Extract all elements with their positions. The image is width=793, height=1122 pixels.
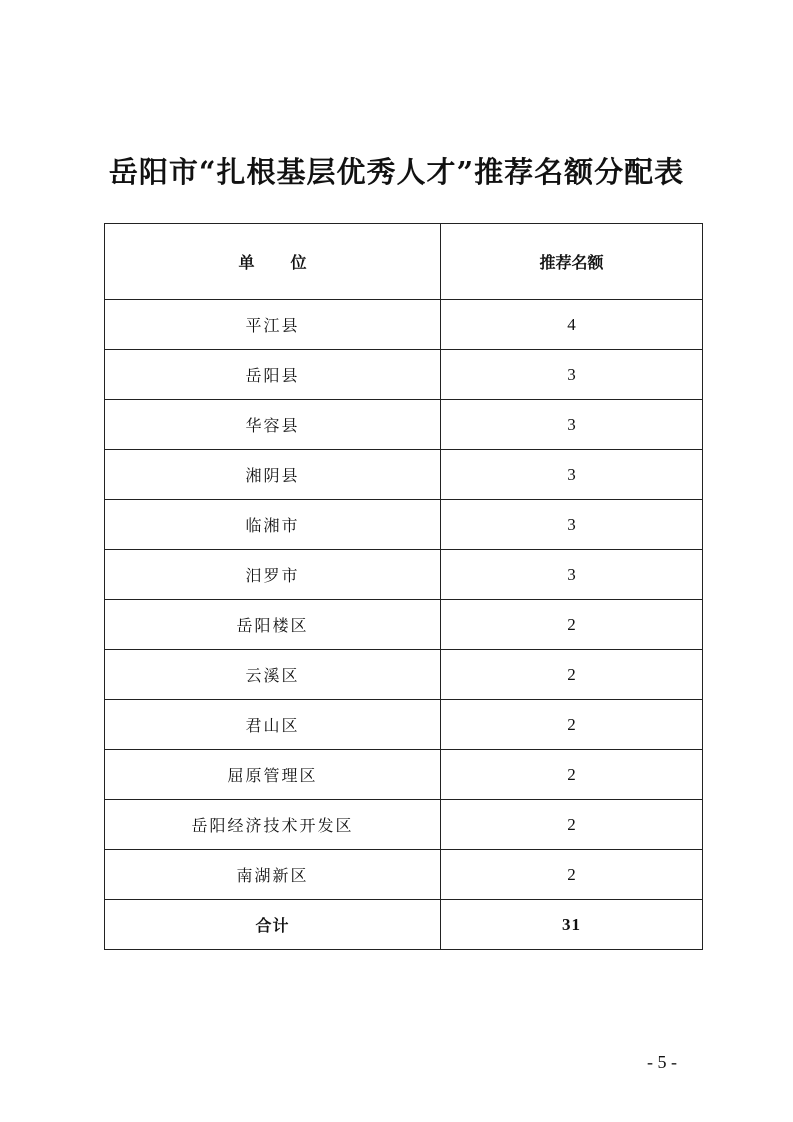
table-row (105, 850, 703, 900)
quota-cell: 2 (441, 700, 703, 750)
quota-cell: 2 (441, 650, 703, 700)
unit-cell: 屈原管理区 (105, 750, 441, 800)
table-header-row (105, 224, 703, 300)
quota-cell: 2 (441, 600, 703, 650)
table-row (105, 700, 703, 750)
table-row (105, 450, 703, 500)
table-row (105, 650, 703, 700)
unit-header-char-2: 位 (290, 253, 307, 272)
quota-cell: 3 (441, 350, 703, 400)
document-title: 岳阳市“扎根基层优秀人才”推荐名额分配表 (108, 155, 685, 189)
quota-cell: 3 (441, 500, 703, 550)
quota-column-header: 推荐名额 (441, 224, 703, 300)
unit-cell: 岳阳楼区 (105, 600, 441, 650)
unit-cell: 云溪区 (105, 650, 441, 700)
total-row (105, 900, 703, 950)
unit-cell: 临湘市 (105, 500, 441, 550)
table-row (105, 800, 703, 850)
unit-cell: 岳阳县 (105, 350, 441, 400)
quota-allocation-table (104, 223, 703, 950)
unit-header-char-1: 单 (238, 253, 255, 272)
total-label: 合计 (105, 900, 441, 950)
unit-cell: 君山区 (105, 700, 441, 750)
unit-cell: 汨罗市 (105, 550, 441, 600)
unit-cell: 平江县 (105, 300, 441, 350)
unit-cell: 华容县 (105, 400, 441, 450)
quota-cell: 2 (441, 850, 703, 900)
unit-cell: 湘阴县 (105, 450, 441, 500)
table-row (105, 400, 703, 450)
unit-cell: 岳阳经济技术开发区 (105, 800, 441, 850)
table-row (105, 350, 703, 400)
quota-cell: 2 (441, 750, 703, 800)
page-number: - 5 - (647, 1052, 677, 1072)
quota-cell: 4 (441, 300, 703, 350)
table-row (105, 600, 703, 650)
unit-column-header (105, 224, 441, 300)
table-row (105, 500, 703, 550)
table-row (105, 300, 703, 350)
table-row (105, 750, 703, 800)
quota-cell: 3 (441, 450, 703, 500)
quota-cell: 3 (441, 400, 703, 450)
quota-cell: 3 (441, 550, 703, 600)
total-quota: 31 (441, 900, 703, 950)
unit-cell: 南湖新区 (105, 850, 441, 900)
table-row (105, 550, 703, 600)
quota-cell: 2 (441, 800, 703, 850)
